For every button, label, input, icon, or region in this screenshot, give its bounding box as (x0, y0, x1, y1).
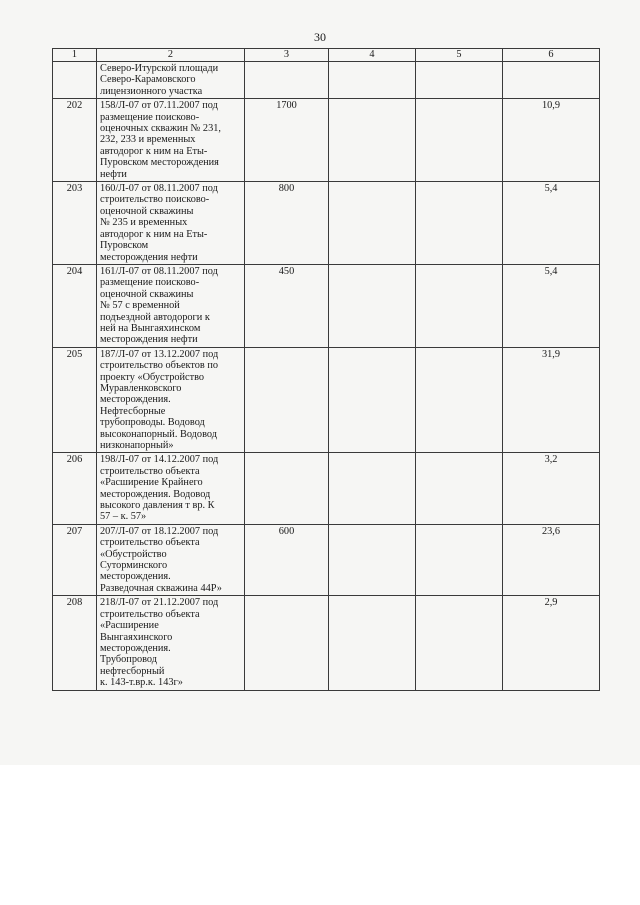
row-number (53, 62, 97, 99)
row-description: 187/Л-07 от 13.12.2007 под строительство объектов по проекту «Обустройство Муравленковского месторождения. Нефтесборные трубопроводы. Водовод высоконапорный. Водовод низконапорный» (97, 347, 245, 453)
row-col4 (329, 453, 416, 524)
row-col6: 31,9 (503, 347, 600, 453)
row-description: 218/Л-07 от 21.12.2007 под строительство объекта «Расширение Вынгаяхинского месторождения. Трубопровод нефтесборный к. 143-т.вр.к. 143г» (97, 596, 245, 690)
column-header: 6 (503, 49, 600, 62)
table-header-row (53, 49, 600, 62)
row-col6: 10,9 (503, 99, 600, 182)
row-col5 (416, 99, 503, 182)
row-description: 161/Л-07 от 08.11.2007 под размещение поисково- оценочной скважины № 57 с временной подъездной автодороги к ней на Вынгаяхинском месторождения нефти (97, 264, 245, 347)
table-row (53, 62, 600, 99)
row-number: 202 (53, 99, 97, 182)
row-col6: 3,2 (503, 453, 600, 524)
row-col6 (503, 62, 600, 99)
row-description: 158/Л-07 от 07.11.2007 под размещение поисково- оценочных скважин № 231, 232, 233 и временных автодорог к ним на Еты- Пуровском месторождения нефти (97, 99, 245, 182)
row-col6: 5,4 (503, 182, 600, 265)
column-header: 1 (53, 49, 97, 62)
table-row (53, 99, 600, 182)
row-col5 (416, 453, 503, 524)
row-col5 (416, 264, 503, 347)
row-description: 198/Л-07 от 14.12.2007 под строительство объекта «Расширение Крайнего месторождения. Водовод высокого давления т вр. К 57 – к. 57» (97, 453, 245, 524)
row-col3: 1700 (245, 99, 329, 182)
table-row (53, 182, 600, 265)
row-col4 (329, 264, 416, 347)
row-col5 (416, 596, 503, 690)
row-col3 (245, 453, 329, 524)
table-row (53, 264, 600, 347)
row-description: 207/Л-07 от 18.12.2007 под строительство объекта «Обустройство Суторминского месторождения. Разведочная скважина 44Р» (97, 524, 245, 595)
table-row (53, 596, 600, 690)
row-col3 (245, 347, 329, 453)
table-row (53, 347, 600, 453)
column-header: 2 (97, 49, 245, 62)
row-number: 204 (53, 264, 97, 347)
row-col4 (329, 182, 416, 265)
row-col5 (416, 347, 503, 453)
table-row (53, 453, 600, 524)
registry-table (52, 48, 600, 691)
row-col6: 2,9 (503, 596, 600, 690)
row-description: Северо-Итурской площади Северо-Карамовского лицензионного участка (97, 62, 245, 99)
row-number: 206 (53, 453, 97, 524)
row-col3 (245, 62, 329, 99)
row-number: 205 (53, 347, 97, 453)
row-col6: 5,4 (503, 264, 600, 347)
row-col3: 450 (245, 264, 329, 347)
row-col4 (329, 596, 416, 690)
row-col4 (329, 524, 416, 595)
row-number: 207 (53, 524, 97, 595)
row-col5 (416, 182, 503, 265)
column-header: 3 (245, 49, 329, 62)
row-col3: 800 (245, 182, 329, 265)
row-col6: 23,6 (503, 524, 600, 595)
table-row (53, 524, 600, 595)
row-col5 (416, 62, 503, 99)
row-col4 (329, 99, 416, 182)
row-description: 160/Л-07 от 08.11.2007 под строительство поисково- оценочной скважины № 235 и временных автодорог к ним на Еты- Пуровском месторождения нефти (97, 182, 245, 265)
column-header: 4 (329, 49, 416, 62)
page-number: 30 (314, 30, 326, 44)
row-col3 (245, 596, 329, 690)
row-col4 (329, 347, 416, 453)
row-col3: 600 (245, 524, 329, 595)
row-number: 203 (53, 182, 97, 265)
row-number: 208 (53, 596, 97, 690)
column-header: 5 (416, 49, 503, 62)
row-col4 (329, 62, 416, 99)
row-col5 (416, 524, 503, 595)
